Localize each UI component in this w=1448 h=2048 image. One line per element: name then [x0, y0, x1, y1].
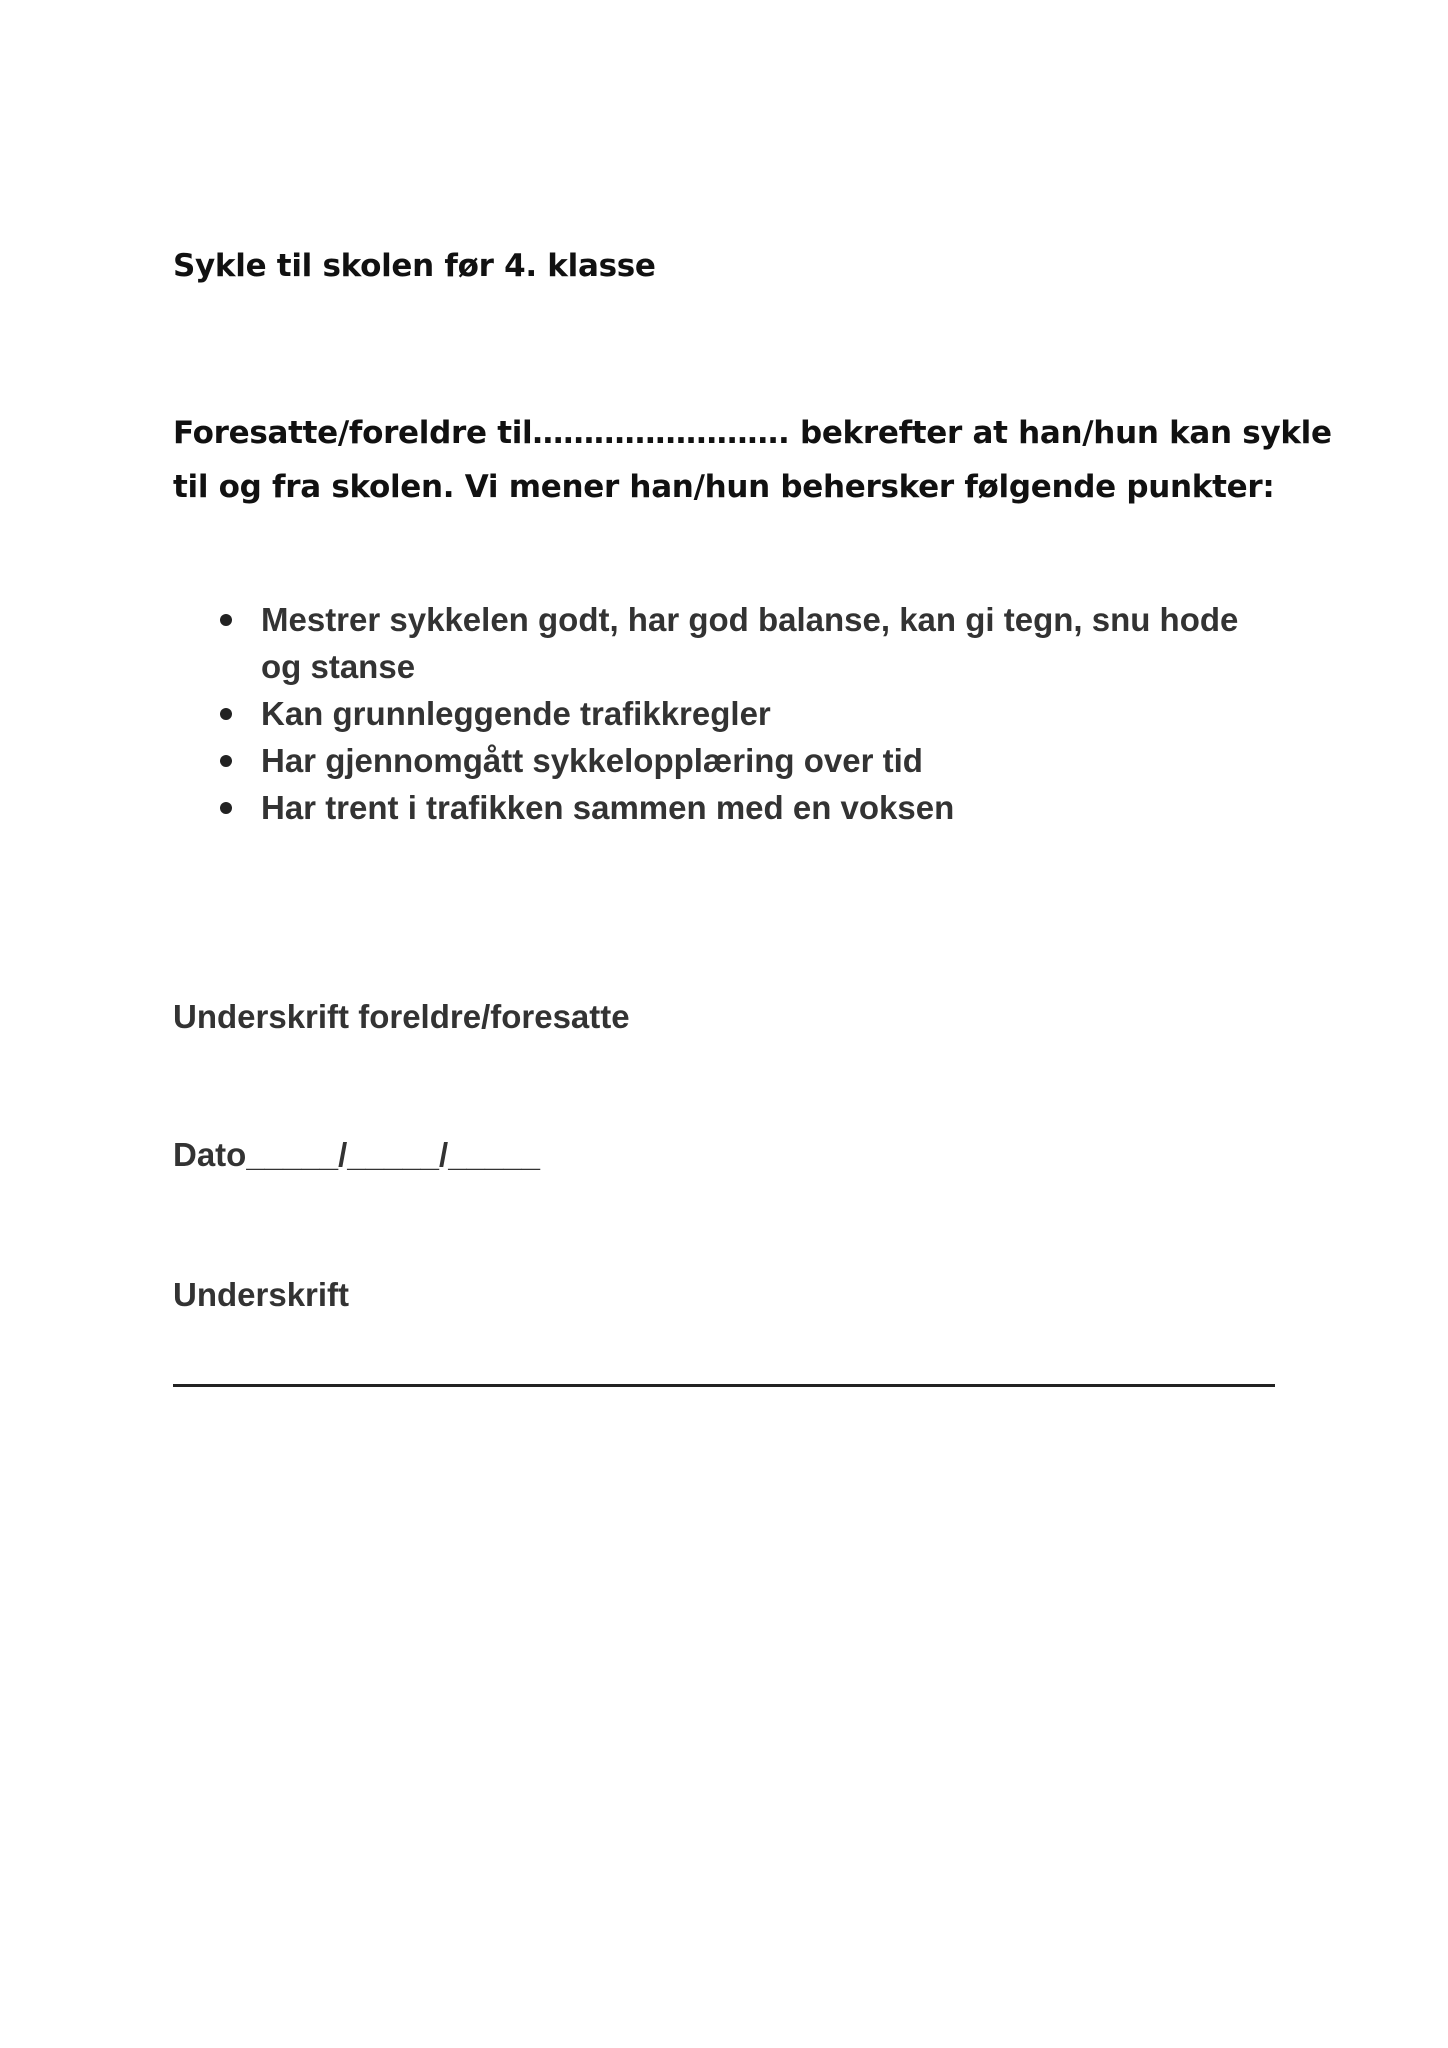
- list-item-text: Mestrer sykkelen godt, har god balanse, kan gi tegn, snu hode: [261, 601, 1239, 638]
- list-item: [173, 596, 1293, 690]
- list-item-text-continued: og stanse: [261, 648, 416, 685]
- date-field: Dato_____/_____/_____: [173, 1136, 540, 1173]
- list-item-text: Kan grunnleggende trafikkregler: [261, 695, 771, 732]
- intro-line-1: Foresatte/foreldre til……………………. bekrefter at han/hun kan sykle: [173, 415, 1332, 451]
- list-item: [173, 690, 1293, 737]
- document-title: Sykle til skolen før 4. klasse: [173, 248, 656, 284]
- list-item: [173, 784, 1293, 831]
- parent-signature-label: Underskrift foreldre/foresatte: [173, 998, 630, 1035]
- bullet-icon: [220, 755, 232, 767]
- signature-label: Underskrift: [173, 1276, 350, 1313]
- criteria-list: [173, 596, 1293, 831]
- intro-paragraph: [173, 406, 1332, 514]
- list-item: [173, 737, 1293, 784]
- signature-line: [173, 1384, 1275, 1387]
- list-item-text: Har gjennomgått sykkelopplæring over tid: [261, 742, 923, 779]
- bullet-icon: [220, 802, 232, 814]
- bullet-icon: [220, 708, 232, 720]
- bullet-icon: [220, 614, 232, 626]
- list-item-text: Har trent i trafikken sammen med en voksen: [261, 789, 955, 826]
- intro-line-2: til og fra skolen. Vi mener han/hun behersker følgende punkter:: [173, 469, 1275, 505]
